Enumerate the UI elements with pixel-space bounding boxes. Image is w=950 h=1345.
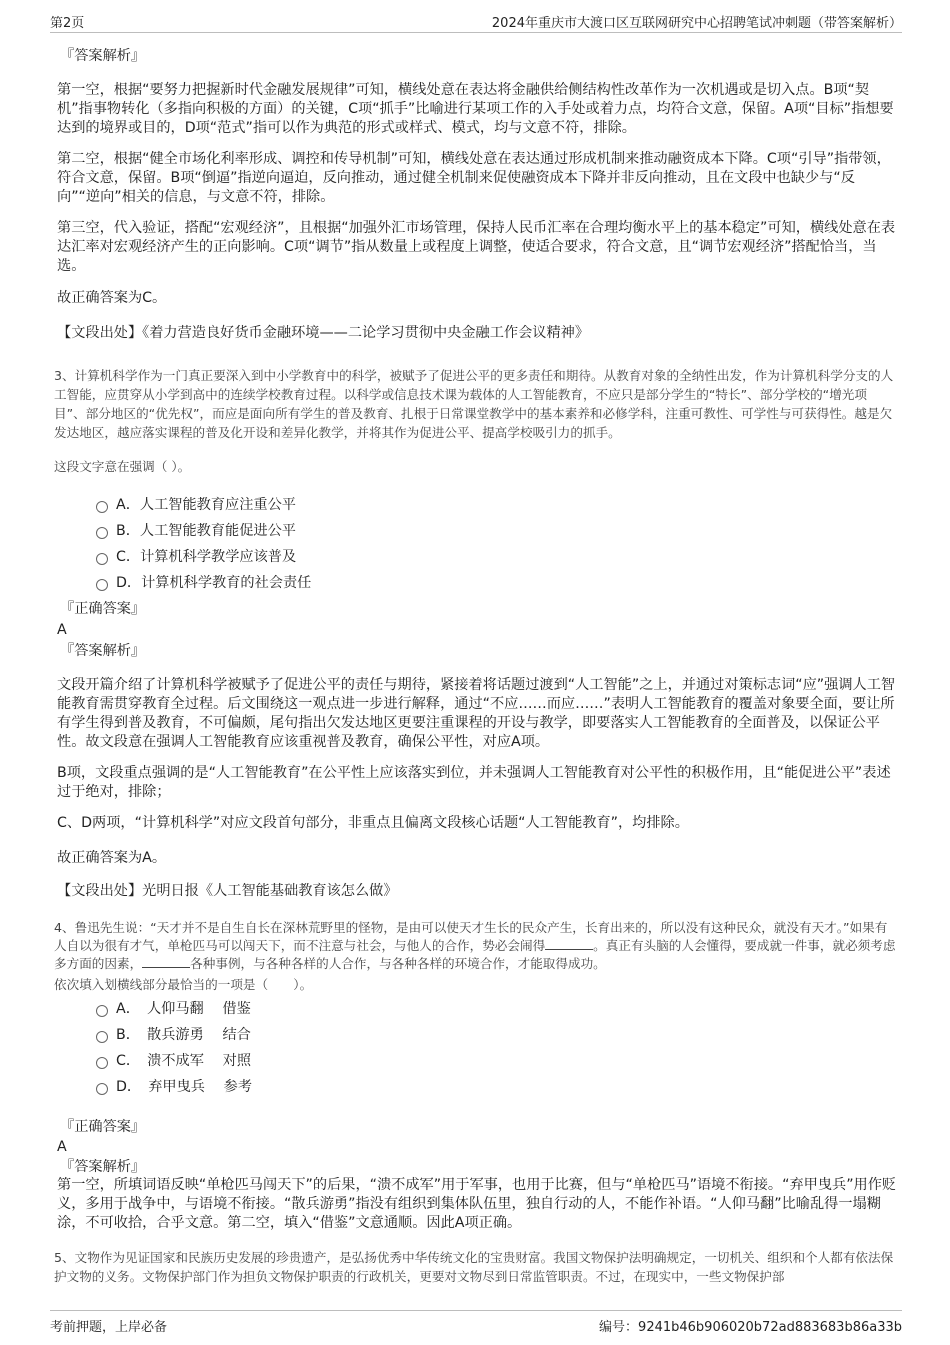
question-passage: 5、文物作为见证国家和民族历史发展的珍贵遗产，是弘扬优秀中华传统文化的宝贵财富。我国文物保护法明确规定，一切机关、组织和个人都有依法保护文物的义务。文物保护部门作为担负文物保护职责的行政机关，更要对文物尽到日常监管职责。不过，在现实中，一些文物保护部 — [54, 1250, 894, 1284]
correct-answer-label: 『正确答案』 — [60, 1119, 146, 1135]
analysis-label: 『答案解析』 — [60, 48, 146, 64]
question-prompt: 这段文字意在强调（ ）。 — [54, 459, 191, 474]
page-number: 第2页 — [50, 16, 85, 31]
option-a[interactable]: A． 人仰马翻 借鉴 — [96, 998, 251, 1020]
option-c[interactable]: C．计算机科学教学应该普及 — [96, 546, 296, 568]
radio-icon[interactable] — [96, 527, 108, 539]
question-prompt: 依次填入划横线部分最恰当的一项是（ ）。 — [54, 977, 313, 992]
analysis-paragraph: 第一空，根据“要努力把握新时代金融发展规律”可知，横线处意在表达将金融供给侧结构性改革作为一次机遇或是切入点。B项“契机”指事物转化（多指向积极的方面）的关键，C项“抓手”比喻进行某项工作的入手处或着力点，均符合文意，保留。A项“目标”指想要达到的境界或目的，D项“范式”指可以作为典范的形式或样式、模式，均与文意不符，排除。 — [57, 82, 894, 136]
option-a[interactable]: A．人工智能教育应注重公平 — [96, 494, 296, 516]
option-c[interactable]: C． 溃不成军 对照 — [96, 1050, 251, 1072]
option-d[interactable]: D．计算机科学教育的社会责任 — [96, 572, 311, 594]
page-footer — [50, 1310, 902, 1337]
radio-icon[interactable] — [96, 1083, 108, 1095]
analysis-paragraph: B项，文段重点强调的是“人工智能教育”在公平性上应该落实到位，并未强调人工智能教育对公平性的积极作用，且“能促进公平”表述过于绝对，排除； — [57, 765, 891, 800]
radio-icon[interactable] — [96, 553, 108, 565]
document-title: 2024年重庆市大渡口区互联网研究中心招聘笔试冲刺题（带答案解析） — [491, 16, 902, 31]
answer-blank — [142, 955, 190, 968]
answer-blank — [545, 937, 593, 950]
radio-icon[interactable] — [96, 1005, 108, 1017]
option-b[interactable]: B． 散兵游勇 结合 — [96, 1024, 251, 1046]
page-header — [50, 8, 902, 33]
option-d[interactable]: D． 弃甲曳兵 参考 — [96, 1076, 252, 1098]
question-passage: 3、计算机科学作为一门真正要深入到中小学教育中的科学，被赋予了促进公平的更多责任和期待。从教育对象的全纳性出发，作为计算机科学分支的人工智能，应贯穿从小学到高中的连续学校教育过程。以科学或信息技术课为载体的人工智能教育，不应只是部分学生的“特长”、部分学校的“增光项目”、部分地区的“优先权”，而应是面向所有学生的普及教育、扎根于日常课堂教学中的基本素养和必修学科，注重可教性、可学性与可获得性。越是欠发达地区，越应落实课程的普及化开设和差异化教学，并将其作为促进公平、提高学校吸引力的抓手。 — [54, 368, 894, 440]
radio-icon[interactable] — [96, 579, 108, 591]
correct-answer: A — [57, 1139, 67, 1155]
option-b[interactable]: B．人工智能教育能促进公平 — [96, 520, 296, 542]
document-code: 编号：9241b46b906020b72ad883683b86a33b — [599, 1320, 902, 1335]
analysis-paragraph: 第一空，所填词语反映“单枪匹马闯天下”的后果，“溃不成军”用于军事，也用于比赛，但与“单枪匹马”语境不衔接。“弃甲曳兵”用作贬义，多用于战争中，与语境不衔接。“散兵游勇”指没有组织到集体队伍里，独自行动的人，不能作补语。“人仰马翻”比喻乱得一塌糊涂，不可收拾，合乎文意。第二空，填入“借鉴”文意通顺。因此A项正确。 — [57, 1177, 897, 1231]
answer-conclusion: 故正确答案为A。 — [57, 850, 167, 866]
radio-icon[interactable] — [96, 501, 108, 513]
question-passage: 4、鲁迅先生说：“天才并不是自生自长在深林荒野里的怪物，是由可以使天才生长的民众产生，长育出来的，所以没有这种民众，就没有天才。”如果有人自以为很有才气，单枪匹马可以闯天下，而不注意与社会，与他人的合作，势必会闹得 。真正有头脑的人会懂得，要成就一件事，就必须考虑多方面的因素， 各种事例，与各种各样的人合作，与各种各样的环境合作，才能取得成功。 — [54, 920, 896, 971]
analysis-paragraph: 第三空，代入验证，搭配“宏观经济”，且根据“加强外汇市场管理，保持人民币汇率在合理均衡水平上的基本稳定”可知，横线处意在表达汇率对宏观经济产生的正向影响。C项“调节”指从数量上或程度上调整，使适合要求，符合文意，且“调节宏观经济”搭配恰当，当选。 — [57, 220, 896, 274]
radio-icon[interactable] — [96, 1031, 108, 1043]
correct-answer-label: 『正确答案』 — [60, 601, 146, 617]
analysis-label: 『答案解析』 — [60, 1159, 146, 1175]
answer-conclusion: 故正确答案为C。 — [57, 290, 167, 306]
footer-slogan: 考前押题，上岸必备 — [50, 1320, 168, 1335]
analysis-paragraph: C、D两项，“计算机科学”对应文段首句部分，非重点且偏离文段核心话题“人工智能教育”，均排除。 — [57, 815, 689, 831]
source-citation: 【文段出处】光明日报《人工智能基础教育该怎么做》 — [57, 883, 398, 899]
analysis-paragraph: 文段开篇介绍了计算机科学被赋予了促进公平的责任与期待，紧接着将话题过渡到“人工智能”之上，并通过对策标志词“应”强调人工智能教育需贯穿教育全过程。后文围绕这一观点进一步进行解释，通过“不应……而应……”表明人工智能教育的覆盖对象要全面，要让所有学生得到普及教育，不可偏颇，尾句指出欠发达地区更要注重课程的开设与教学，即要落实人工智能教育的全面普及，以保证公平性。故文段意在强调人工智能教育应该重视普及教育，确保公平性，对应A项。 — [57, 677, 896, 750]
analysis-label: 『答案解析』 — [60, 643, 146, 659]
radio-icon[interactable] — [96, 1057, 108, 1069]
analysis-paragraph: 第二空，根据“健全市场化利率形成、调控和传导机制”可知，横线处意在表达通过形成机制来推动融资成本下降。C项“引导”指带领，符合文意，保留。B项“倒逼”指逆向逼迫，反向推动，通过健全机制来促使融资成本下降并非反向推动，且在文段中也缺少与“反向”“逆向”相关的信息，与文意不符，排除。 — [57, 151, 891, 205]
correct-answer: A — [57, 622, 67, 638]
source-citation: 【文段出处】《着力营造良好货币金融环境——二论学习贯彻中央金融工作会议精神》 — [57, 325, 590, 341]
